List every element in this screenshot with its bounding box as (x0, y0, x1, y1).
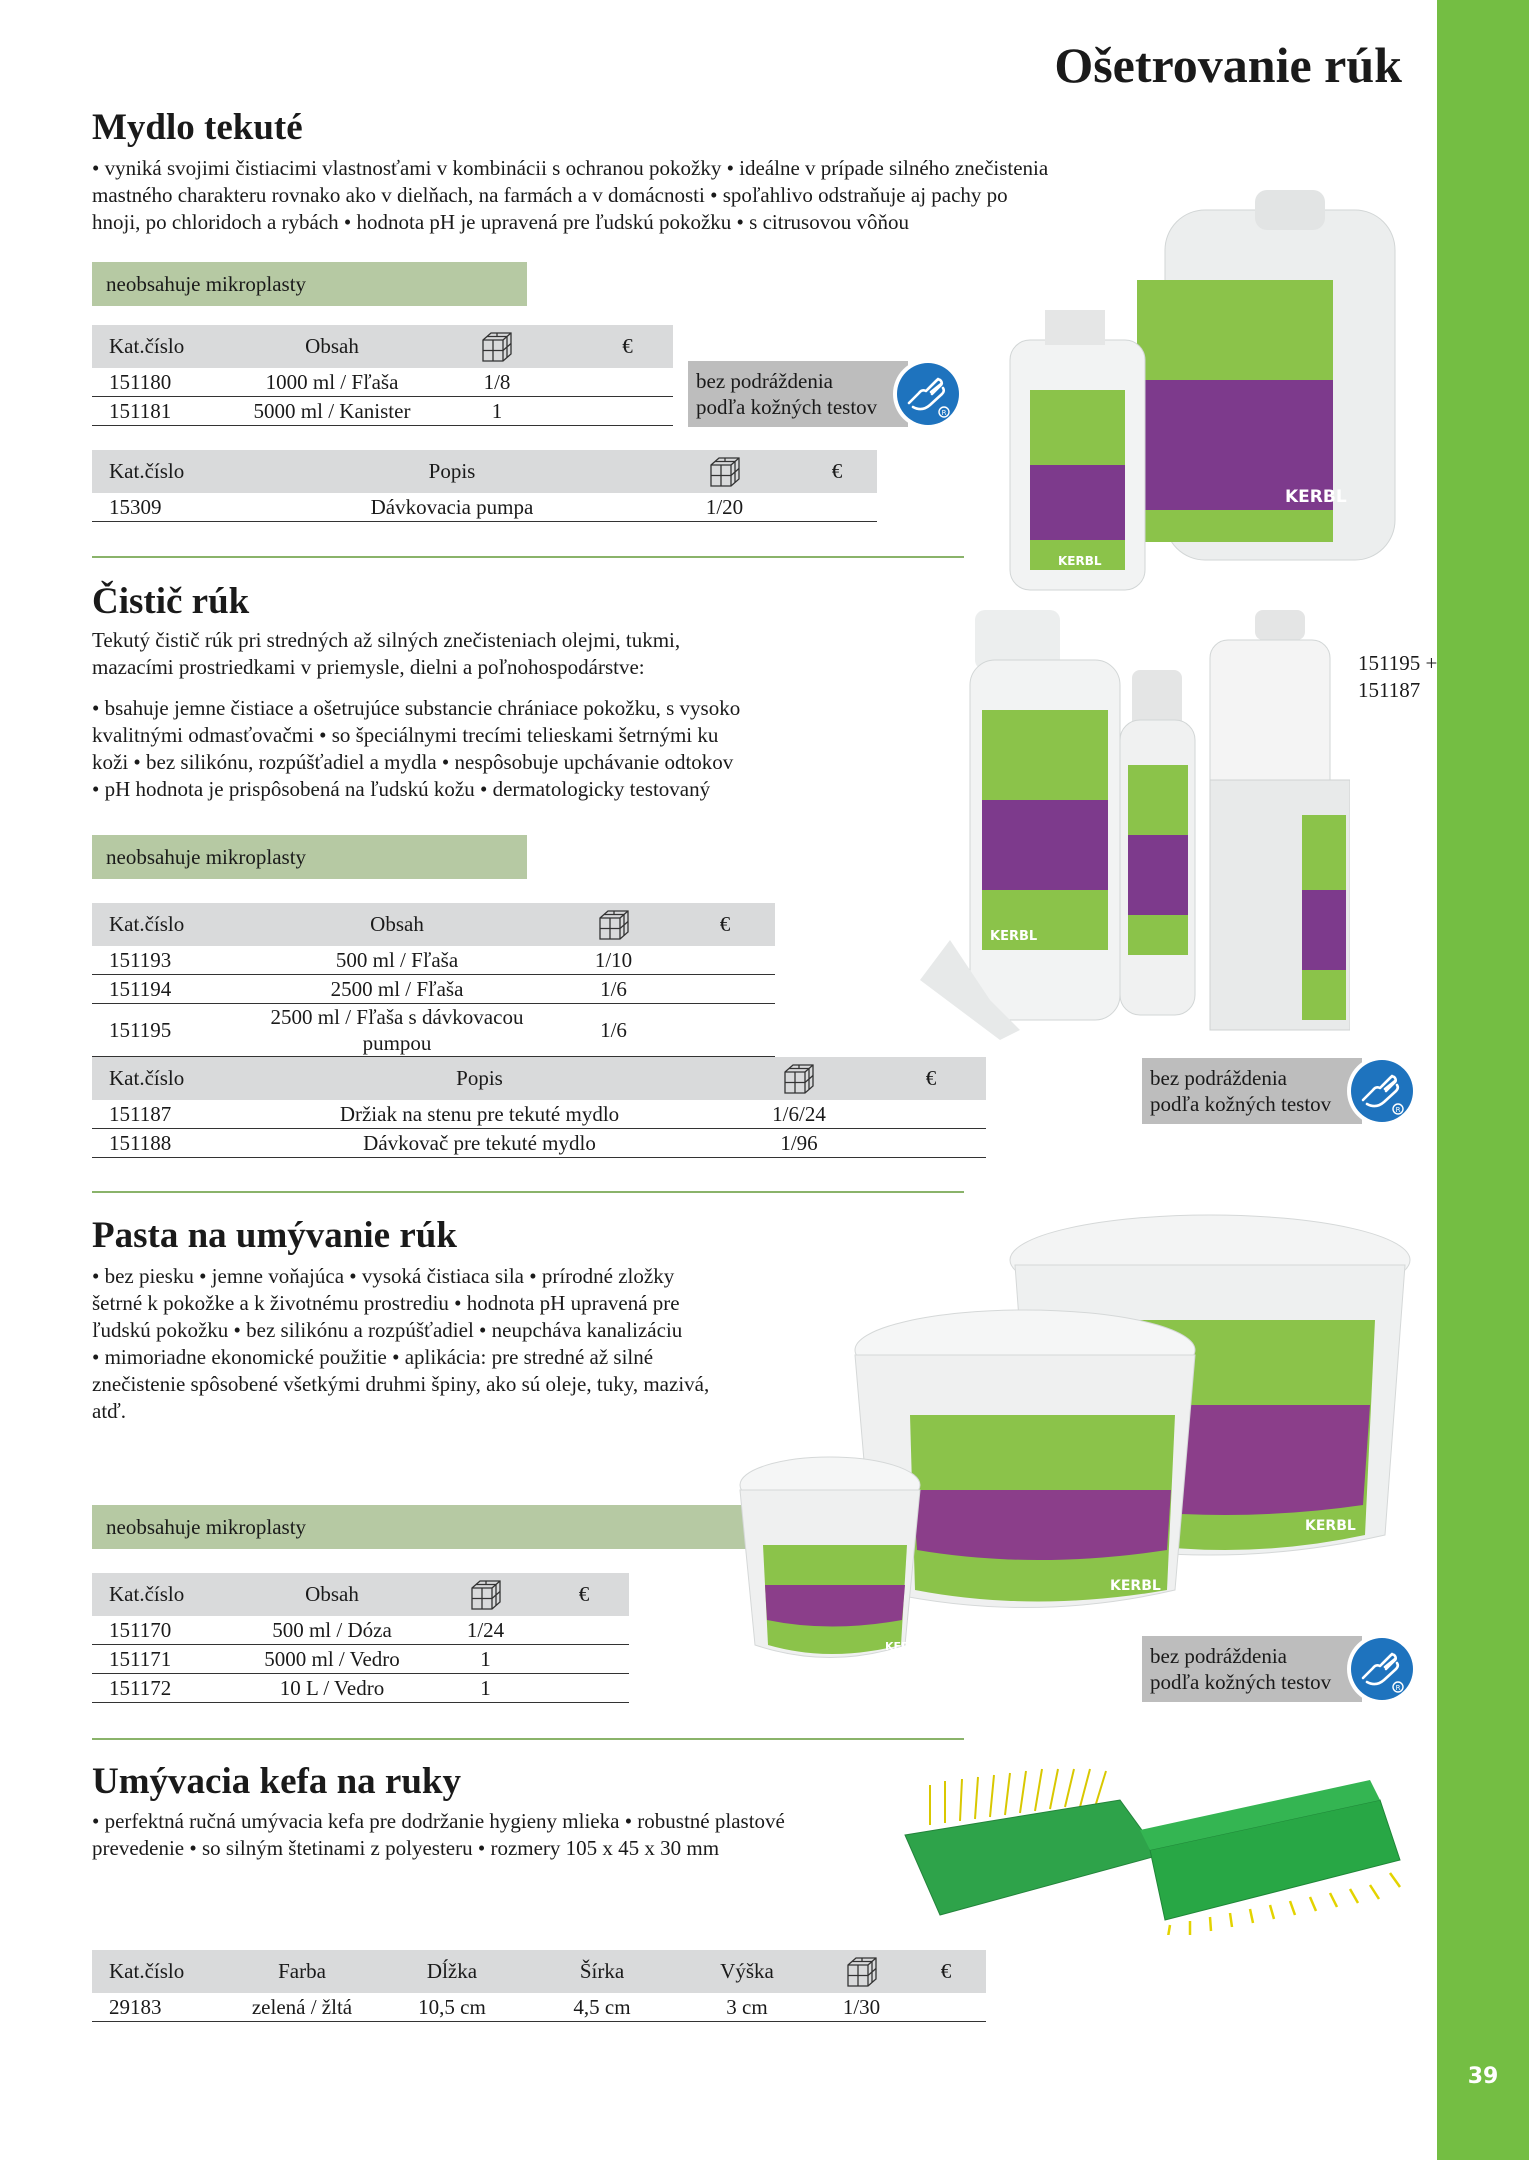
page-number: 39 (1467, 2064, 1499, 2089)
table-row: 15309 Dávkovacia pumpa 1/20 (92, 493, 877, 522)
skin-test-hand-icon (1346, 1055, 1418, 1127)
cistic-content-table: Kat.číslo Obsah € 151193 500 ml / Fľaša 1/10 151194 2500 ml / Fľaša 1/6 151195 2500 ml / Fľaša s dávkovacou pumpou 1/6 (92, 903, 775, 1057)
header-code: Kat.číslo (92, 325, 252, 368)
skin-test-badge: bez podráždenia podľa kožných testov (688, 361, 968, 427)
package-icon (845, 1955, 879, 1989)
table-row: 151195 2500 ml / Fľaša s dávkovacou pumpou 1/6 (92, 1004, 775, 1057)
svg-text:KERBL: KERBL (990, 929, 1038, 944)
microplastics-badge: neobsahuje mikroplasty (92, 1505, 752, 1549)
svg-text:KERBL: KERBL (1285, 487, 1347, 507)
table-row: 151188 Dávkovač pre tekuté mydlo 1/96 (92, 1129, 986, 1158)
svg-text:KERBL: KERBL (1305, 1518, 1356, 1534)
package-icon (469, 1578, 503, 1612)
skin-test-badge: bez podráždenia podľa kožných testov (1142, 1058, 1422, 1124)
header-price: € (582, 325, 673, 368)
skin-test-badge: bez podráždenia podľa kožných testov (1142, 1636, 1422, 1702)
cistic-description: Tekutý čistič rúk pri stredných až silných znečisteniach olejmi, tukmi, mazacími prostriedkami v priemysle, dielni a poľnohospodárstve: (92, 628, 681, 679)
liquid-soap-photo (1000, 190, 1430, 600)
mydlo-content-table (92, 325, 673, 426)
microplastics-badge: neobsahuje mikroplasty (92, 835, 527, 879)
svg-text:KERBL: KERBL (1110, 1578, 1161, 1594)
table-row: 151194 2500 ml / Fľaša 1/6 (92, 975, 775, 1004)
microplastics-badge: neobsahuje mikroplasty (92, 262, 527, 306)
skin-test-hand-icon (1346, 1633, 1418, 1705)
section-divider (92, 1738, 964, 1740)
section-title-pasta: Pasta na umývanie rúk (92, 1215, 457, 1256)
table-row: 151181 5000 ml / Kanister 1 (92, 397, 673, 426)
section-title-mydlo: Mydlo tekuté (92, 107, 303, 148)
header-pack (412, 325, 582, 368)
hand-brush-photo (900, 1755, 1410, 1935)
table-row: 151193 500 ml / Fľaša 1/10 (92, 946, 775, 975)
section-divider (92, 1191, 964, 1193)
table-row: 29183 zelená / žltá 10,5 cm 4,5 cm 3 cm 1/30 (92, 1993, 986, 2022)
package-icon (597, 908, 631, 942)
section-title-kefa: Umývacia kefa na ruky (92, 1761, 461, 1802)
kefa-spec-table: Kat.číslo Farba Dĺžka Šírka Výška € 29183 zelená / žltá 10,5 cm 4,5 cm 3 cm 1/30 (92, 1950, 986, 2022)
svg-text:KERBL: KERBL (885, 1640, 925, 1653)
section-title-cistic: Čistič rúk (92, 581, 250, 622)
pasta-description: • bez piesku • jemne voňajúca • vysoká čistiaca sila • prírodné zložky šetrné k pokožke a k životnému prostrediu • hodnota pH upravená pre ľudskú pokožku • bez silikónu a rozpúšťadiel • neupcháva kanalizáciu • mimoriadne ekonomické použitie • aplikácia: pre stredné až silné znečistenie spôsobené všetkými druhmi špiny, ako sú oleje, tuky, mazivá, atď. (92, 1264, 710, 1423)
package-icon (480, 330, 514, 364)
package-icon (782, 1062, 816, 1096)
svg-text:KERBL: KERBL (1058, 554, 1102, 568)
mydlo-accessory-table: Kat.číslo Popis € 15309 Dávkovacia pumpa 1/20 (92, 450, 877, 522)
table-row: 151187 Držiak na stenu pre tekuté mydlo 1/6/24 (92, 1100, 986, 1129)
package-icon (708, 455, 742, 489)
table-row: 151180 1000 ml / Fľaša 1/8 (92, 368, 673, 397)
table-row: 151171 5000 ml / Vedro 1 (92, 1645, 629, 1674)
pasta-content-table: Kat.číslo Obsah € 151170 500 ml / Dóza 1/24 151171 5000 ml / Vedro 1 151172 10 L / Vedro 1 (92, 1573, 629, 1703)
cistic-accessory-table: Kat.číslo Popis € 151187 Držiak na stenu pre tekuté mydlo 1/6/24 151188 Dávkovač pre tekuté mydlo 1/96 (92, 1057, 986, 1158)
table-row: 151172 10 L / Vedro 1 (92, 1674, 629, 1703)
header-content: Obsah (252, 325, 412, 368)
page-title: Ošetrovanie rúk (1054, 37, 1402, 93)
mydlo-description: • vyniká svojimi čistiacimi vlastnosťami v kombinácii s ochranou pokožky • ideálne v prípade silného znečistenia mastného charakteru rovnako ako v dielňach, na farmách a v domácnosti • spoľahlivo odstraňuje aj pachy po hnoji, po chloridoch a rybách • hodnota pH je upravená pre ľudskú pokožku • s citrusovou vôňou (92, 156, 1049, 234)
table-row: 151170 500 ml / Dóza 1/24 (92, 1616, 629, 1645)
section-divider (92, 556, 964, 558)
side-color-bar (1437, 0, 1529, 2160)
combo-label: 151195 + 151187 (1358, 651, 1438, 702)
hand-paste-photo (735, 1205, 1435, 1675)
hand-cleaner-photo (910, 600, 1350, 1040)
cistic-features: • bsahuje jemne čistiace a ošetrujúce substancie chrániace pokožku, s vysoko kvalitnými odmasťovačmi • so špeciálnymi trecími telieskami šetrnými ku koži • bez silikónu, rozpúšťadiel a mydla • nespôsobuje upchávanie odtokov • pH hodnota je prispôsobená na ľudskú kožu • dermatologicky testovaný (92, 696, 741, 801)
skin-test-hand-icon (892, 358, 964, 430)
kefa-description: • perfektná ručná umývacia kefa pre dodržanie hygieny mlieka • robustné plastové prevedenie • so silným štetinami z polyesteru • rozmery 105 x 45 x 30 mm (92, 1809, 785, 1860)
